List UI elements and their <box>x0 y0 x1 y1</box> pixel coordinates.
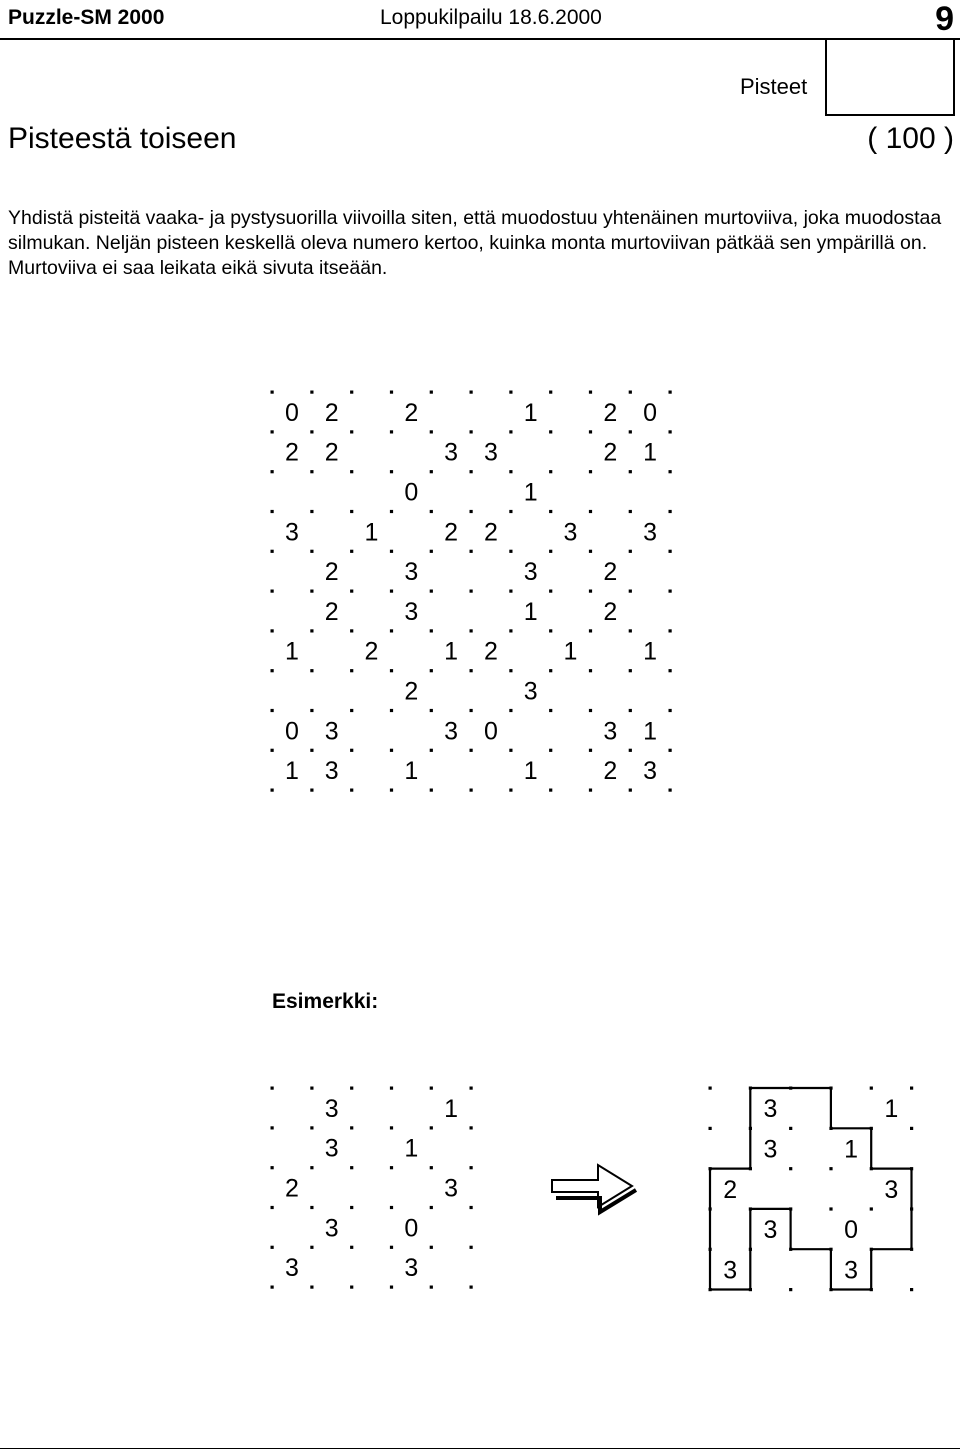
grid-dot <box>589 629 592 632</box>
grid-dot <box>669 470 672 473</box>
clue-number: 3 <box>844 1256 859 1285</box>
grid-dot <box>669 709 672 712</box>
grid-dot <box>271 1286 274 1289</box>
clue-number: 3 <box>643 518 658 547</box>
grid-dot <box>350 669 353 672</box>
grid-dot <box>870 1087 873 1090</box>
grid-dot <box>870 1207 873 1210</box>
grid-dot <box>589 669 592 672</box>
grid-dot <box>470 749 473 752</box>
grid-dot <box>310 709 313 712</box>
grid-dot <box>589 550 592 553</box>
grid-dot <box>509 629 512 632</box>
solution-loop <box>710 1088 912 1290</box>
clue-number: 3 <box>404 1254 419 1283</box>
clue-number: 2 <box>324 438 339 467</box>
grid-dot <box>589 470 592 473</box>
grid-dot <box>549 430 552 433</box>
grid-dot <box>509 749 512 752</box>
grid-dot <box>390 789 393 792</box>
grid-dot <box>271 789 274 792</box>
grid-dot <box>589 391 592 394</box>
grid-dot <box>549 510 552 513</box>
grid-dot <box>549 550 552 553</box>
grid-dot <box>390 1126 393 1129</box>
grid-dot <box>470 1087 473 1090</box>
grid-dot <box>310 430 313 433</box>
clue-number: 1 <box>523 398 538 427</box>
points-label: Pisteet <box>740 74 808 99</box>
grid-dot <box>629 430 632 433</box>
page-number: 9 <box>935 0 954 38</box>
grid-dot <box>390 510 393 513</box>
grid-dot <box>669 590 672 593</box>
clue-number: 2 <box>603 757 618 786</box>
grid-dot <box>589 590 592 593</box>
clue-number: 3 <box>404 558 419 587</box>
grid-dot <box>310 1166 313 1169</box>
grid-dot <box>271 550 274 553</box>
clue-number: 2 <box>324 597 339 626</box>
grid-dot <box>390 1206 393 1209</box>
clue-number: 3 <box>324 1214 339 1243</box>
clue-number: 1 <box>444 637 459 666</box>
clue-number: 3 <box>404 597 419 626</box>
grid-dot <box>310 1246 313 1249</box>
grid-dot <box>669 789 672 792</box>
grid-dot <box>271 510 274 513</box>
grid-dot <box>390 1246 393 1249</box>
grid-dot <box>390 470 393 473</box>
grid-dot <box>350 1126 353 1129</box>
grid-dot <box>430 669 433 672</box>
grid-dot <box>430 510 433 513</box>
grid-dot <box>350 590 353 593</box>
grid-dot <box>549 749 552 752</box>
clue-number: 1 <box>284 757 299 786</box>
clue-number: 3 <box>324 1094 339 1123</box>
grid-dot <box>629 789 632 792</box>
example-puzzle-grid <box>271 1087 473 1289</box>
grid-dot <box>589 789 592 792</box>
grid-dot <box>271 669 274 672</box>
grid-dot <box>350 1087 353 1090</box>
grid-dot <box>470 789 473 792</box>
grid-dot <box>430 1246 433 1249</box>
grid-dot <box>390 391 393 394</box>
grid-dot <box>310 470 313 473</box>
clue-number: 0 <box>404 478 419 507</box>
grid-dot <box>829 1207 832 1210</box>
grid-dot <box>310 590 313 593</box>
grid-dot <box>390 749 393 752</box>
clue-number: 2 <box>364 637 379 666</box>
grid-dot <box>629 550 632 553</box>
grid-dot <box>549 590 552 593</box>
grid-dot <box>509 789 512 792</box>
grid-dot <box>470 470 473 473</box>
clue-number: 1 <box>643 438 658 467</box>
grid-dot <box>310 1286 313 1289</box>
grid-dot <box>470 1206 473 1209</box>
grid-dot <box>350 391 353 394</box>
clue-number: 2 <box>483 518 498 547</box>
clue-number: 2 <box>603 438 618 467</box>
clue-number: 2 <box>284 438 299 467</box>
clue-number: 3 <box>444 1174 459 1203</box>
clue-number: 1 <box>364 518 379 547</box>
grid-dot <box>271 629 274 632</box>
clue-number: 2 <box>324 558 339 587</box>
clue-number: 2 <box>284 1174 299 1203</box>
grid-dot <box>310 669 313 672</box>
grid-dot <box>430 391 433 394</box>
grid-dot <box>430 1166 433 1169</box>
clue-number: 1 <box>844 1135 859 1164</box>
grid-dot <box>271 1206 274 1209</box>
clue-number: 2 <box>723 1175 738 1204</box>
clue-number: 1 <box>643 637 658 666</box>
grid-dot <box>430 629 433 632</box>
grid-dot <box>509 470 512 473</box>
clue-number: 2 <box>483 637 498 666</box>
clue-number: 3 <box>523 677 538 706</box>
grid-dot <box>789 1288 792 1291</box>
grid-dot <box>271 709 274 712</box>
clue-number: 3 <box>284 518 299 547</box>
grid-dot <box>430 749 433 752</box>
grid-dot <box>350 1206 353 1209</box>
clue-number: 3 <box>723 1256 738 1285</box>
grid-dot <box>350 1286 353 1289</box>
grid-dot <box>509 430 512 433</box>
grid-dot <box>669 669 672 672</box>
clue-number: 2 <box>404 398 419 427</box>
grid-dot <box>430 789 433 792</box>
grid-dot <box>470 1126 473 1129</box>
grid-dot <box>390 629 393 632</box>
grid-dot <box>310 1126 313 1129</box>
puzzle-title: Pisteestä toiseen <box>8 122 237 155</box>
grid-dot <box>669 749 672 752</box>
clue-number: 3 <box>643 757 658 786</box>
grid-dot <box>310 629 313 632</box>
clue-number: 3 <box>324 757 339 786</box>
clue-number: 3 <box>763 1135 778 1164</box>
grid-dot <box>271 1166 274 1169</box>
clue-number: 0 <box>483 717 498 746</box>
clue-number: 3 <box>763 1095 778 1124</box>
grid-dot <box>271 1087 274 1090</box>
clue-number: 2 <box>444 518 459 547</box>
clue-number: 2 <box>324 398 339 427</box>
header-competition-name: Puzzle-SM 2000 <box>8 6 165 29</box>
grid-dot <box>470 510 473 513</box>
grid-dot <box>350 510 353 513</box>
grid-dot <box>910 1087 913 1090</box>
clue-number: 0 <box>284 717 299 746</box>
grid-dot <box>390 709 393 712</box>
footer-divider <box>0 1448 960 1449</box>
instructions-text: Yhdistä pisteitä vaaka- ja pystysuorilla viivoilla siten, että muodostuu yhtenäinen murtoviiva, joka muodostaa silmukan. Neljän pisteen keskellä oleva numero kertoo, kuinka monta murtoviivan pätkää sen ympärillä on. Murtoviiva ei saa leikata eikä sivuta itseään. <box>8 207 942 279</box>
grid-dot <box>350 470 353 473</box>
clue-number: 1 <box>404 757 419 786</box>
grid-dot <box>470 1286 473 1289</box>
grid-dot <box>350 749 353 752</box>
grid-dot <box>549 629 552 632</box>
grid-dot <box>669 550 672 553</box>
grid-dot <box>470 391 473 394</box>
clue-number: 1 <box>523 478 538 507</box>
clue-number: 3 <box>324 717 339 746</box>
grid-dot <box>629 669 632 672</box>
clue-number: 0 <box>643 398 658 427</box>
grid-dot <box>430 590 433 593</box>
grid-dot <box>470 669 473 672</box>
grid-dot <box>829 1167 832 1170</box>
grid-dot <box>310 749 313 752</box>
grid-dot <box>509 550 512 553</box>
grid-dot <box>789 1127 792 1130</box>
grid-dot <box>509 590 512 593</box>
grid-dot <box>589 510 592 513</box>
clue-number: 3 <box>444 438 459 467</box>
clue-number: 3 <box>523 558 538 587</box>
grid-dot <box>310 789 313 792</box>
grid-dot <box>629 709 632 712</box>
grid-dot <box>629 749 632 752</box>
grid-dot <box>430 470 433 473</box>
grid-dot <box>390 669 393 672</box>
example-solution-grid <box>709 1087 914 1292</box>
grid-dot <box>549 789 552 792</box>
grid-dot <box>310 1087 313 1090</box>
grid-dot <box>271 1246 274 1249</box>
grid-dot <box>271 470 274 473</box>
clue-number: 1 <box>884 1095 899 1124</box>
grid-dot <box>629 629 632 632</box>
header-event-name: Loppukilpailu 18.6.2000 <box>380 6 602 29</box>
grid-dot <box>271 749 274 752</box>
grid-dot <box>271 430 274 433</box>
clue-number: 1 <box>284 637 299 666</box>
grid-dot <box>669 510 672 513</box>
grid-dot <box>470 590 473 593</box>
grid-dot <box>629 590 632 593</box>
clue-number: 2 <box>603 398 618 427</box>
grid-dot <box>310 550 313 553</box>
grid-dot <box>310 391 313 394</box>
grid-dot <box>669 629 672 632</box>
grid-dot <box>509 510 512 513</box>
grid-dot <box>470 550 473 553</box>
grid-dot <box>470 709 473 712</box>
grid-dot <box>910 1127 913 1130</box>
grid-dot <box>629 391 632 394</box>
clue-number: 2 <box>603 597 618 626</box>
grid-dot <box>549 709 552 712</box>
grid-dot <box>430 1206 433 1209</box>
grid-dot <box>470 1246 473 1249</box>
example-label: Esimerkki: <box>272 990 379 1013</box>
grid-dot <box>350 1246 353 1249</box>
grid-dot <box>390 1087 393 1090</box>
grid-dot <box>430 1286 433 1289</box>
clue-number: 3 <box>563 518 578 547</box>
grid-dot <box>549 669 552 672</box>
grid-dot <box>910 1288 913 1291</box>
grid-dot <box>589 709 592 712</box>
grid-dot <box>549 391 552 394</box>
clue-number: 3 <box>483 438 498 467</box>
grid-dot <box>789 1167 792 1170</box>
grid-dot <box>470 629 473 632</box>
grid-dot <box>390 1166 393 1169</box>
grid-dot <box>709 1127 712 1130</box>
grid-dot <box>669 391 672 394</box>
grid-dot <box>271 590 274 593</box>
grid-dot <box>669 430 672 433</box>
grid-dot <box>350 629 353 632</box>
grid-dot <box>430 430 433 433</box>
grid-dot <box>430 709 433 712</box>
grid-dot <box>430 550 433 553</box>
grid-dot <box>350 709 353 712</box>
clue-number: 0 <box>844 1216 859 1245</box>
clue-number: 3 <box>763 1216 778 1245</box>
arrow-right-icon <box>552 1165 636 1212</box>
clue-number: 1 <box>404 1134 419 1163</box>
grid-dot <box>470 430 473 433</box>
grid-dot <box>310 1206 313 1209</box>
grid-dot <box>390 1286 393 1289</box>
grid-dot <box>509 669 512 672</box>
grid-dot <box>430 1126 433 1129</box>
clue-number: 3 <box>884 1175 899 1204</box>
grid-dot <box>549 470 552 473</box>
arrow-shadow <box>556 1190 636 1212</box>
clue-number: 3 <box>444 717 459 746</box>
grid-dot <box>310 510 313 513</box>
grid-dot <box>390 430 393 433</box>
grid-dot <box>509 709 512 712</box>
grid-dot <box>350 550 353 553</box>
grid-dot <box>629 510 632 513</box>
clue-number: 0 <box>404 1214 419 1243</box>
grid-dot <box>430 1087 433 1090</box>
puzzle-score: ( 100 ) <box>867 122 954 155</box>
clue-number: 1 <box>563 637 578 666</box>
main-puzzle-grid <box>271 391 672 792</box>
clue-number: 1 <box>444 1094 459 1123</box>
grid-dot <box>470 1166 473 1169</box>
clue-number: 1 <box>523 757 538 786</box>
grid-dot <box>629 470 632 473</box>
clue-number: 3 <box>324 1134 339 1163</box>
clue-number: 1 <box>523 597 538 626</box>
grid-dot <box>271 391 274 394</box>
clue-number: 2 <box>603 558 618 587</box>
grid-dot <box>390 590 393 593</box>
grid-dot <box>271 1126 274 1129</box>
grid-dot <box>350 430 353 433</box>
clue-number: 2 <box>404 677 419 706</box>
grid-dot <box>589 749 592 752</box>
grid-dot <box>350 789 353 792</box>
clue-number: 3 <box>284 1254 299 1283</box>
clue-number: 1 <box>643 717 658 746</box>
grid-dot <box>350 1166 353 1169</box>
grid-dot <box>509 391 512 394</box>
grid-dot <box>589 430 592 433</box>
grid-dot <box>709 1087 712 1090</box>
clue-number: 3 <box>603 717 618 746</box>
grid-dot <box>390 550 393 553</box>
clue-number: 0 <box>284 398 299 427</box>
